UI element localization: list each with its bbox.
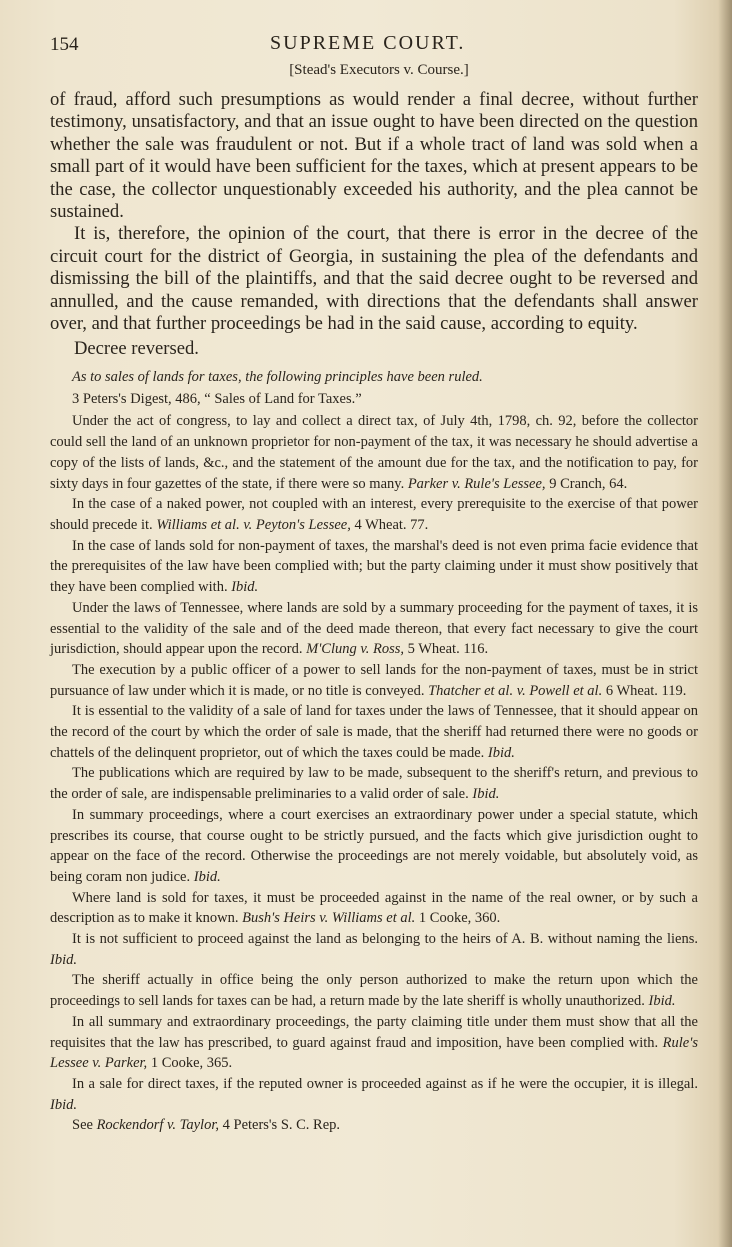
page-gutter-shadow: [718, 0, 732, 1247]
note-paragraph: In the case of a naked power, not coupled with an interest, every prerequisite to the exercise of that power should precede it. Williams et al. v. Peyton's Lessee, 4 Wheat. 77.: [50, 496, 698, 533]
note-paragraph: In the case of lands sold for non-payment of taxes, the marshal's deed is not even prima facie evidence that the prerequisites of the law have been complied with; but the party claiming under it must show positively that they have been complied with. Ibid.: [50, 537, 698, 596]
digest-reference: 3 Peters's Digest, 486, “ Sales of Land for Taxes.”: [72, 391, 362, 408]
annotation-notes: [50, 367, 698, 1136]
notes-heading: As to sales of lands for taxes, the following principles have been ruled.: [72, 369, 483, 386]
page-number: 154: [50, 34, 79, 55]
decree-line: Decree reversed.: [74, 338, 199, 360]
note-paragraph: Under the laws of Tennessee, where lands are sold by a summary proceeding for the payment of taxes, it is essential to the validity of the sale and of the deed made thereon, that every fact necessary to give the court jurisdiction, should appear upon the record. M'Clung v. Ross, 5 Wheat. 116.: [50, 599, 698, 658]
note-paragraph: It is essential to the validity of a sale of land for taxes under the laws of Tennessee, that it should appear on the record of the court by which the order of sale is made, that the sheriff had returned there were no goods or chattels of the delinquent proprietor, out of which the taxes could be made. Ibid.: [50, 703, 698, 761]
opinion-paragraph: It is, therefore, the opinion of the court, that there is error in the decree of the circuit court for the district of Georgia, in sustaining the plea of the defendants and dismissing the bill of the plaintiffs, and that the said decree ought to be reversed and annulled, and the cause remanded, with directions that the defendants shall answer over, and that further proceedings be had in the said cause, according to equity.: [50, 223, 698, 335]
note-paragraph: In summary proceedings, where a court exercises an extraordinary power under a special statute, which prescribes its course, that course ought to be strictly pursued, and the facts which give jurisdiction ought to appear on the face of the record. Otherwise the proceedings are not merely voidable, but absolutely void, as being coram non judice. Ibid.: [50, 806, 698, 885]
note-paragraph: It is not sufficient to proceed against the land as belonging to the heirs of A. B. without naming the liens. Ibid.: [50, 931, 698, 968]
note-paragraph: Under the act of congress, to lay and collect a direct tax, of July 4th, 1798, ch. 92, before the collector could sell the land of an unknown proprietor for non-payment of the tax, it was necessary he should advertise a copy of the lists of lands, &c., and the statement of the amount due for the tax, and the notification to pay, for sixty days in four gazettes of the state, if there were so many. Parker v. Rule's Lessee, 9 Cranch, 64.: [50, 413, 698, 492]
case-citation: [Stead's Executors v. Course.]: [289, 62, 469, 78]
note-paragraph: Where land is sold for taxes, it must be proceeded against in the name of the real owner, or by such a description as to make it known. Bush's Heirs v. Williams et al. 1 Cooke, 360.: [50, 889, 698, 927]
opinion-paragraph: of fraud, afford such presumptions as would render a final decree, without further testimony, unsatisfactory, and that an issue ought to have been directed on the question whether the sale was fraudulent or not. But if a whole tract of land was sold when a small part of it would have been sufficient for the taxes, which at present appears to be the case, the collector unquestionably exceeded his authority, and the plea cannot be sustained.: [50, 89, 698, 223]
note-paragraph: In all summary and extraordinary proceedings, the party claiming title under them must show that all the requisites that the law has prescribed, to guard against fraud and imposition, have been complied with. Rule's Lessee v. Parker, 1 Cooke, 365.: [50, 1013, 698, 1072]
note-paragraph: The execution by a public officer of a power to sell lands for the non-payment of taxes, must be in strict pursuance of law under which it is made, or no title is conveyed. Thatcher et al. v. Powell et al. 6 Wheat. 119.: [50, 661, 698, 699]
running-title: SUPREME COURT.: [270, 32, 466, 54]
note-paragraph: See Rockendorf v. Taylor, 4 Peters's S. C. Rep.: [72, 1117, 341, 1134]
note-paragraph: The publications which are required by law to be made, subsequent to the sheriff's return, and previous to the order of sale, are indispensable preliminaries to a valid order of sale. Ibid.: [50, 765, 698, 803]
opinion-text: [50, 89, 698, 361]
page-header: [50, 28, 698, 62]
note-paragraph: In a sale for direct taxes, if the reputed owner is proceeded against as if he were the occupier, it is illegal. Ibid.: [50, 1075, 698, 1113]
note-paragraph: The sheriff actually in office being the only person authorized to make the return upon which the proceedings to sell lands for taxes can be had, a return made by the late sheriff is wholly unauthorized. Ibid.: [50, 972, 698, 1010]
